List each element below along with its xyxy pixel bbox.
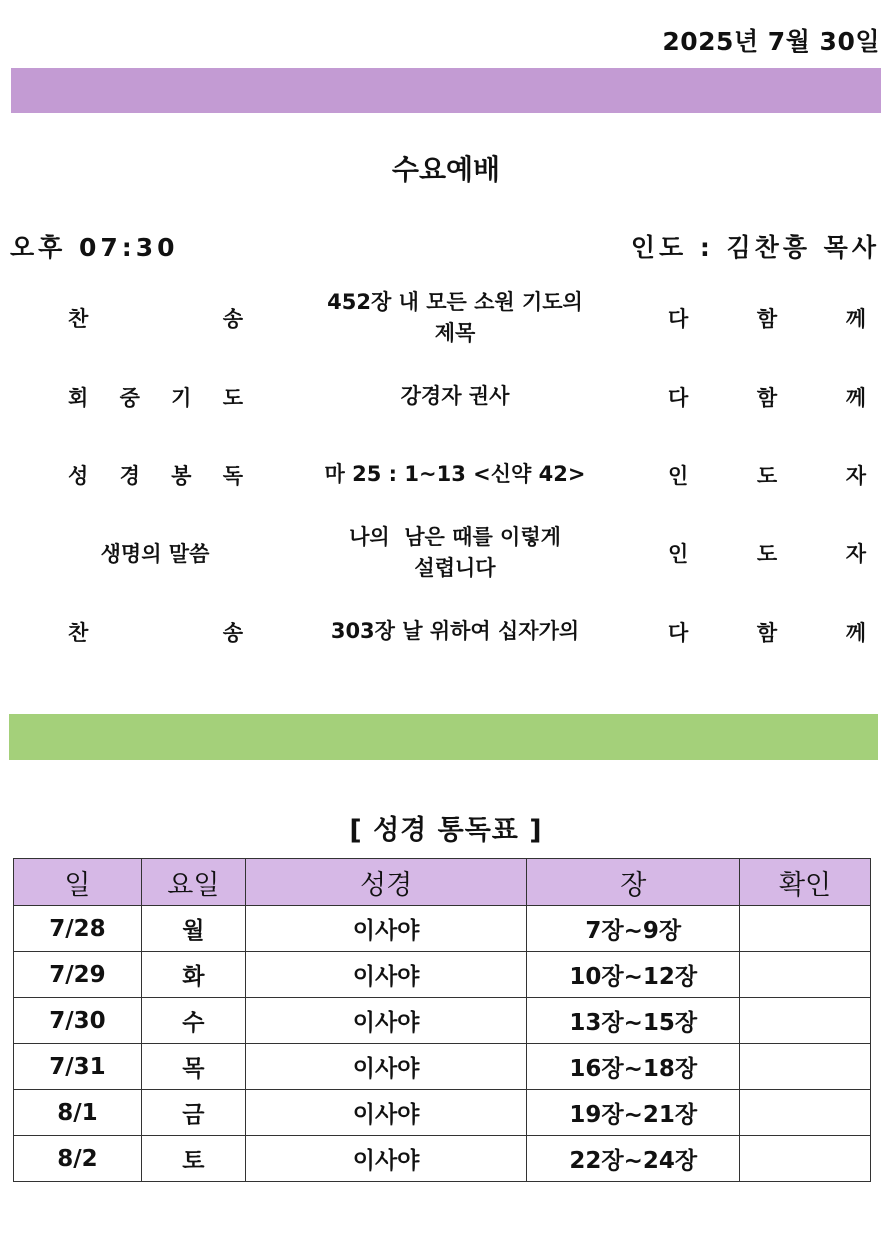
order-row bbox=[0, 362, 892, 432]
order-who-char: 다 bbox=[668, 307, 689, 331]
order-item bbox=[68, 283, 243, 353]
table-row bbox=[14, 1044, 871, 1090]
header-check: 확인 bbox=[740, 859, 871, 906]
order-item-char: 봉 bbox=[171, 464, 192, 488]
cell-check[interactable] bbox=[740, 1044, 871, 1090]
order-item-char: 찬 bbox=[68, 307, 89, 331]
order-who-char: 다 bbox=[668, 621, 689, 645]
service-leader: 인도 : 김찬흥 목사 bbox=[630, 233, 880, 262]
header-chapters: 장 bbox=[527, 859, 740, 906]
order-content-line: 강경자 권사 bbox=[400, 384, 510, 409]
reading-plan-title: [ 성경 통독표 ] bbox=[349, 815, 543, 846]
order-content-line: 452장 내 모든 소원 기도의 bbox=[327, 289, 583, 314]
cell-book: 이사야 bbox=[245, 1090, 527, 1136]
order-content-line: 설렵니다 bbox=[414, 556, 496, 580]
order-item-char: 찬 bbox=[68, 621, 89, 645]
order-item-char: 송 bbox=[222, 307, 243, 331]
order-item bbox=[68, 597, 243, 667]
cell-chapters: 13장~15장 bbox=[527, 998, 740, 1044]
cell-book: 이사야 bbox=[245, 1136, 527, 1182]
cell-date: 7/31 bbox=[14, 1044, 142, 1090]
cell-check[interactable] bbox=[740, 1090, 871, 1136]
order-item bbox=[60, 518, 250, 588]
order-item bbox=[68, 362, 243, 432]
order-who bbox=[668, 597, 866, 667]
order-item-char: 중 bbox=[119, 386, 140, 410]
cell-weekday: 수 bbox=[141, 998, 245, 1044]
order-content-line: 제목 bbox=[434, 321, 476, 345]
order-who-char: 자 bbox=[845, 464, 866, 488]
reading-plan-table bbox=[13, 858, 871, 1182]
order-item-char: 성 bbox=[68, 464, 89, 488]
purple-divider-bar bbox=[11, 68, 881, 113]
cell-weekday: 토 bbox=[141, 1136, 245, 1182]
order-who-char: 인 bbox=[668, 464, 689, 488]
cell-weekday: 목 bbox=[141, 1044, 245, 1090]
order-content bbox=[300, 518, 610, 588]
cell-date: 8/2 bbox=[14, 1136, 142, 1182]
order-row bbox=[0, 597, 892, 667]
header-weekday: 요일 bbox=[141, 859, 245, 906]
order-who-char: 께 bbox=[845, 386, 866, 410]
order-item-char: 도 bbox=[222, 386, 243, 410]
cell-date: 7/29 bbox=[14, 952, 142, 998]
order-content bbox=[300, 362, 610, 432]
cell-check[interactable] bbox=[740, 952, 871, 998]
bulletin-date: 2025년 7월 30일 bbox=[662, 27, 880, 56]
cell-date: 7/30 bbox=[14, 998, 142, 1044]
cell-book: 이사야 bbox=[245, 998, 527, 1044]
order-who-char: 다 bbox=[668, 386, 689, 410]
order-who-char: 인 bbox=[668, 542, 689, 566]
cell-chapters: 16장~18장 bbox=[527, 1044, 740, 1090]
cell-check[interactable] bbox=[740, 906, 871, 952]
order-who-char: 도 bbox=[756, 464, 778, 488]
service-time: 오후 07:30 bbox=[10, 233, 179, 262]
order-who-char: 함 bbox=[756, 386, 778, 410]
order-content bbox=[300, 440, 610, 510]
order-who-char: 께 bbox=[845, 307, 866, 331]
order-item-char: 회 bbox=[68, 386, 89, 410]
order-who-char: 자 bbox=[845, 542, 866, 566]
order-row bbox=[0, 440, 892, 510]
order-content-line: 303장 날 위하여 십자가의 bbox=[330, 619, 580, 644]
order-item-char: 경 bbox=[119, 464, 140, 488]
cell-check[interactable] bbox=[740, 998, 871, 1044]
cell-book: 이사야 bbox=[245, 952, 527, 998]
service-title: 수요예배 bbox=[391, 153, 501, 186]
table-row bbox=[14, 1090, 871, 1136]
order-who-char: 함 bbox=[756, 307, 778, 331]
table-row bbox=[14, 952, 871, 998]
cell-check[interactable] bbox=[740, 1136, 871, 1182]
order-who bbox=[668, 283, 866, 353]
order-who-char: 께 bbox=[845, 621, 866, 645]
header-book: 성경 bbox=[245, 859, 527, 906]
order-item-char: 송 bbox=[222, 621, 243, 645]
cell-chapters: 19장~21장 bbox=[527, 1090, 740, 1136]
order-content bbox=[300, 597, 610, 667]
cell-chapters: 10장~12장 bbox=[527, 952, 740, 998]
order-who bbox=[668, 362, 866, 432]
order-row bbox=[0, 283, 892, 353]
order-who-char: 도 bbox=[756, 542, 778, 566]
order-content-line: 마 25 : 1~13 <신약 42> bbox=[324, 462, 586, 487]
table-row bbox=[14, 906, 871, 952]
order-who-char: 함 bbox=[756, 621, 778, 645]
order-who bbox=[668, 518, 866, 588]
cell-book: 이사야 bbox=[245, 1044, 527, 1090]
order-who bbox=[668, 440, 866, 510]
green-divider-bar bbox=[9, 714, 878, 760]
table-header-row bbox=[14, 859, 871, 906]
order-content bbox=[300, 283, 610, 353]
cell-book: 이사야 bbox=[245, 906, 527, 952]
order-item-char: 기 bbox=[171, 386, 192, 410]
cell-weekday: 금 bbox=[141, 1090, 245, 1136]
table-row bbox=[14, 1136, 871, 1182]
order-row bbox=[0, 518, 892, 588]
cell-date: 7/28 bbox=[14, 906, 142, 952]
order-item-char: 독 bbox=[222, 464, 243, 488]
order-content-line: 나의 남은 때를 이렇게 bbox=[349, 524, 561, 549]
order-item-label: 생명의 말씀 bbox=[100, 542, 210, 566]
cell-chapters: 22장~24장 bbox=[527, 1136, 740, 1182]
cell-weekday: 월 bbox=[141, 906, 245, 952]
cell-chapters: 7장~9장 bbox=[527, 906, 740, 952]
cell-weekday: 화 bbox=[141, 952, 245, 998]
table-row bbox=[14, 998, 871, 1044]
header-date: 일 bbox=[14, 859, 142, 906]
order-item bbox=[68, 440, 243, 510]
cell-date: 8/1 bbox=[14, 1090, 142, 1136]
